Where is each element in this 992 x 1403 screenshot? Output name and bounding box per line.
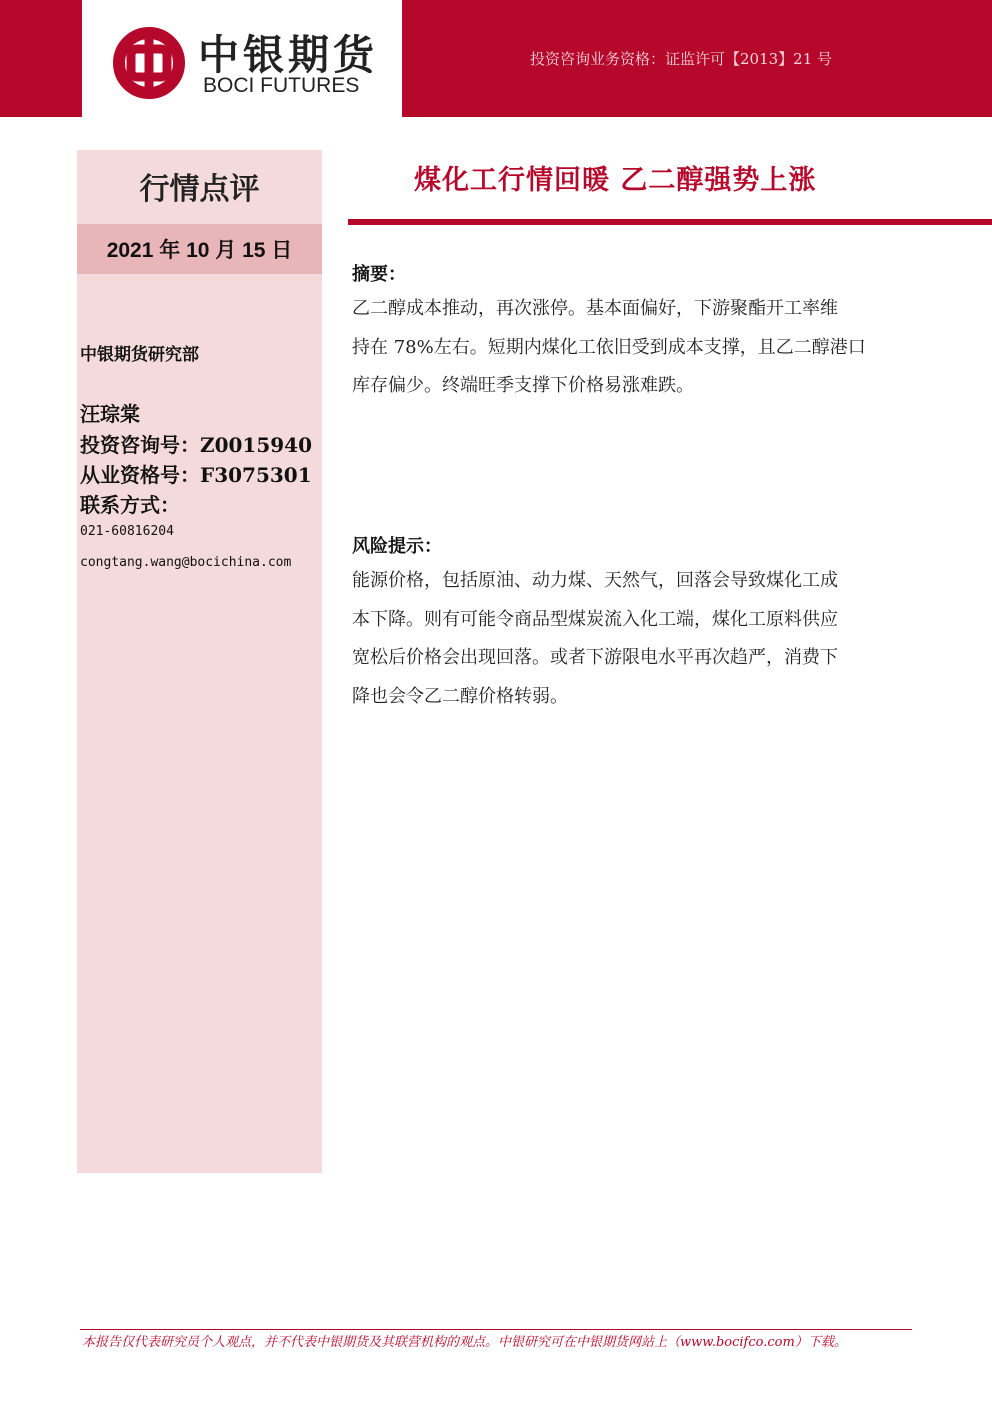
logo-wordmark-cn: 中银期货 (198, 31, 378, 79)
title-divider (348, 219, 992, 225)
risk-line: 能源价格，包括原油、动力煤、天然气，回落会导致煤化工成 (352, 570, 838, 591)
report-category: 行情点评 (139, 172, 260, 207)
investment-advisory-number: 投资咨询号：Z0015940 (80, 433, 313, 457)
risk-paragraph (352, 562, 902, 717)
risk-line: 本下降。则有可能令商品型煤炭流入化工端，煤化工原料供应 (352, 608, 838, 630)
summary-line: 乙二醇成本推动，再次涨停。基本面偏好，下游聚酯开工率维 (352, 298, 838, 319)
footer-disclaimer: 本报告仅代表研究员个人观点，并不代表中银期货及其联营机构的观点。中银研究可在中银期货网站上（www.bocifco.com）下载。 (82, 1335, 847, 1350)
summary-paragraph (352, 290, 902, 406)
summary-heading: 摘要： (352, 264, 406, 285)
research-department: 中银期货研究部 (80, 345, 199, 365)
license-text: 投资咨询业务资格：证监许可【2013】21 号 (530, 50, 833, 68)
sidebar-panel (77, 150, 322, 1173)
risk-line: 降也会令乙二醇价格转弱。 (352, 686, 568, 708)
analyst-email[interactable]: congtang.wang@bocichina.com (80, 555, 292, 570)
analyst-phone: 021-60816204 (80, 524, 174, 539)
contact-label: 联系方式： (80, 493, 180, 517)
risk-line: 宽松后价格会出现回落。或者下游限电水平再次趋严，消费下 (352, 647, 838, 669)
risk-heading: 风险提示： (352, 536, 442, 557)
report-title: 煤化工行情回暖 乙二醇强势上涨 (414, 165, 817, 196)
footer-divider (80, 1329, 912, 1330)
summary-line: 库存偏少。终端旺季支撑下价格易涨难跌。 (352, 375, 694, 397)
header-accent-left (0, 0, 82, 117)
analyst-name: 汪琮棠 (80, 402, 140, 426)
report-date: 2021 年 10 月 15 日 (77, 224, 322, 274)
boc-logo-icon (112, 26, 186, 100)
summary-line: 持在 78%左右。短期内煤化工依旧受到成本支撑，且乙二醇港口 (352, 336, 866, 358)
logo-wordmark-en: BOCI FUTURES (203, 74, 360, 97)
qualification-number: 从业资格号：F3075301 (80, 463, 312, 487)
